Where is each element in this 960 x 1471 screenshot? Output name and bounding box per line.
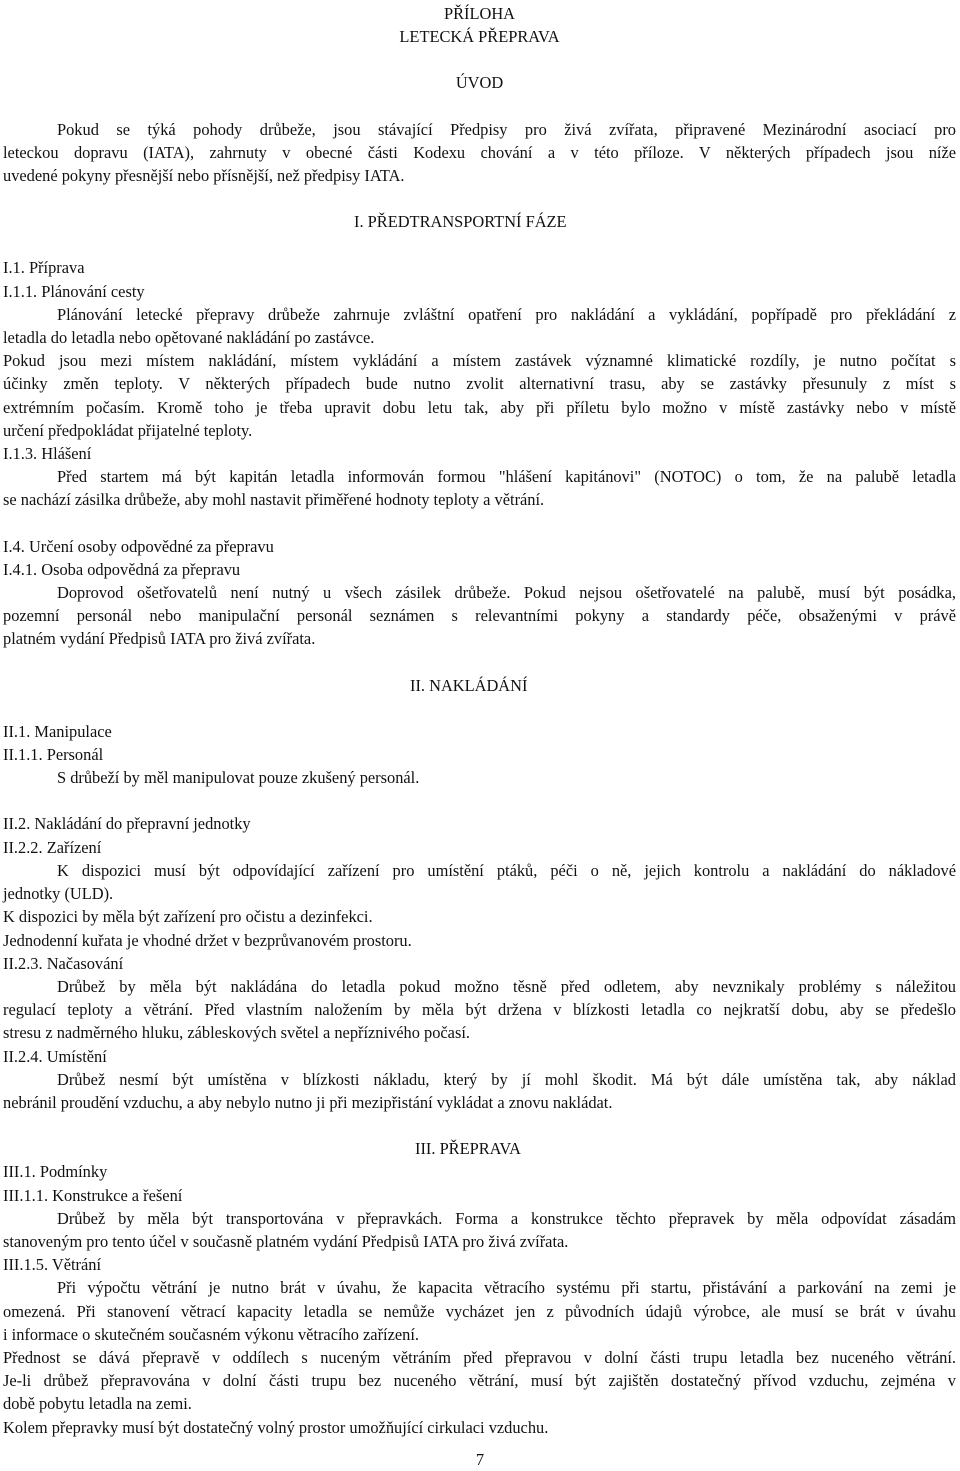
paragraph: Při výpočtu větrání je nutno brát v úvahu, že kapacita větracího systému při startu, přistávání a parkování na zemi je omezená. Při stanovení větrací kapacity letadla se nemůže vycházet jen z původních údajů výrobce, ale musí se brát v úvahu i informace o skutečném současném výkonu větracího zařízení. [3,1278,956,1344]
subsection-heading: II.2.4. Umístění [3,1046,107,1066]
subsection-heading: I.1.3. Hlášení [3,444,92,464]
section-1-heading: I. PŘEDTRANSPORTNÍ FÁZE [354,212,567,232]
paragraph: Před startem má být kapitán letadla informován formou "hlášení kapitánovi" (NOTOC) o tom, že na palubě letadla se nachází zásilka drůbeže, aby mohl nastavit přiměřené hodnoty teploty a větrání. [3,467,956,510]
paragraph: Pokud jsou mezi místem nakládání, místem vykládání a místem zastávek významné klimatické rozdíly, je nutno počítat s účinky změn teploty. V některých případech bude nutno zvolit alternativní trasu, aby se zastávky přesunuly z míst s extrémním počasím. Kromě toho je třeba upravit dobu letu tak, aby při příletu bylo možno v místě zastávky nebo v místě určení předpokládat přijatelné teploty. [3,351,956,440]
page-number: 7 [475,1450,485,1469]
subsection-heading: I.1. Příprava [3,258,85,278]
annex-label: PŘÍLOHA [443,4,516,23]
paragraph: Doprovod ošetřovatelů není nutný u všech zásilek drůbeže. Pokud nejsou ošetřovatelé na palubě, musí být posádka, pozemní personál nebo manipulační personál seznámen s relevantními pokyny a standardy péče, obsaženými v právě platném vydání Předpisů IATA pro živá zvířata. [3,583,956,649]
intro-paragraph: Pokud se týká pohody drůbeže, jsou stávající Předpisy pro živá zvířata, připravené Mezinárodní asociací pro leteckou dopravu (IATA), zahrnuty v obecné části Kodexu chování a v této příloze. V některých případech jsou níže uvedené pokyny přesnější nebo přísnější, než předpisy IATA. [3,119,956,186]
section-2-heading: II. NAKLÁDÁNÍ [410,675,528,695]
paragraph: K dispozici musí být odpovídající zařízení pro umístění ptáků, péči o ně, jejich kontrolu a nakládání do nákladové jednotky (ULD). K dispozici by měla být zařízení pro očistu a dezinfekci. Jednodenní kuřata je vhodné držet v bezprůvanovém prostoru. [3,860,956,950]
subsection-heading: I.4.1. Osoba odpovědná za přepravu [3,559,241,579]
subsection-heading: I.4. Určení osoby odpovědné za přepravu [3,536,274,556]
subsection-heading: II.1.1. Personál [3,745,104,765]
subsection-heading: I.1.1. Plánování cesty [3,281,145,301]
paragraph: Drůbež by měla být nakládána do letadla pokud možno těsně před odletem, aby nevznikaly problémy s náležitou regulací teploty a větrání. Před vlastním naložením by měla být držena v blízkosti letadla co nejkratší dobu, aby se předešlo stresu z nadměrného hluku, zábleskových světel a nepříznivého počasí. [3,976,956,1043]
paragraph: Drůbež nesmí být umístěna v blízkosti nákladu, který by jí mohl škodit. Má být dále umístěna tak, aby náklad nebránil proudění vzduchu, a aby nebylo nutno ji při mezipřistání vykládat a znovu nakládat. [3,1069,956,1112]
paragraph: Kolem přepravky musí být dostatečný volný prostor umožňující cirkulaci vzduchu. [3,1417,549,1437]
subsection-heading: III.1.5. Větrání [3,1255,102,1275]
document-title: LETECKÁ PŘEPRAVA [399,27,560,47]
intro-heading: ÚVOD [455,73,504,93]
section-3-heading: III. PŘEPRAVA [415,1139,521,1159]
subsection-heading: II.2.3. Načasování [3,953,124,973]
subsection-heading: II.2. Nakládání do přepravní jednotky [3,814,251,834]
subsection-heading: III.1. Podmínky [3,1162,108,1182]
paragraph: Drůbež by měla být transportována v přepravkách. Forma a konstrukce těchto přepravek by měla odpovídat zásadám stanoveným pro tento účel v současně platném vydání Předpisů IATA pro živá zvířata. [3,1208,956,1251]
paragraph: Plánování letecké přepravy drůbeže zahrnuje zvláštní opatření pro nakládání a vykládání, popřípadě pro překládání z letadla do letadla nebo opětované nakládání po zastávce. [3,304,956,348]
subsection-heading: III.1.1. Konstrukce a řešení [3,1185,183,1205]
subsection-heading: II.1. Manipulace [3,721,112,741]
document-page [3,0,956,1439]
paragraph: Přednost se dává přepravě v oddílech s nuceným větráním před přepravou v dolní části trupu letadla bez nuceného větrání. Je-li drůbež přepravována v dolní části trupu bez nuceného větrání, musí být zajištěn dostatečný přívod vzduchu, zejména v době pobytu letadla na zemi. [3,1347,956,1414]
subsection-heading: II.2.2. Zařízení [3,837,102,857]
paragraph: S drůbeží by měl manipulovat pouze zkušený personál. [57,768,420,788]
